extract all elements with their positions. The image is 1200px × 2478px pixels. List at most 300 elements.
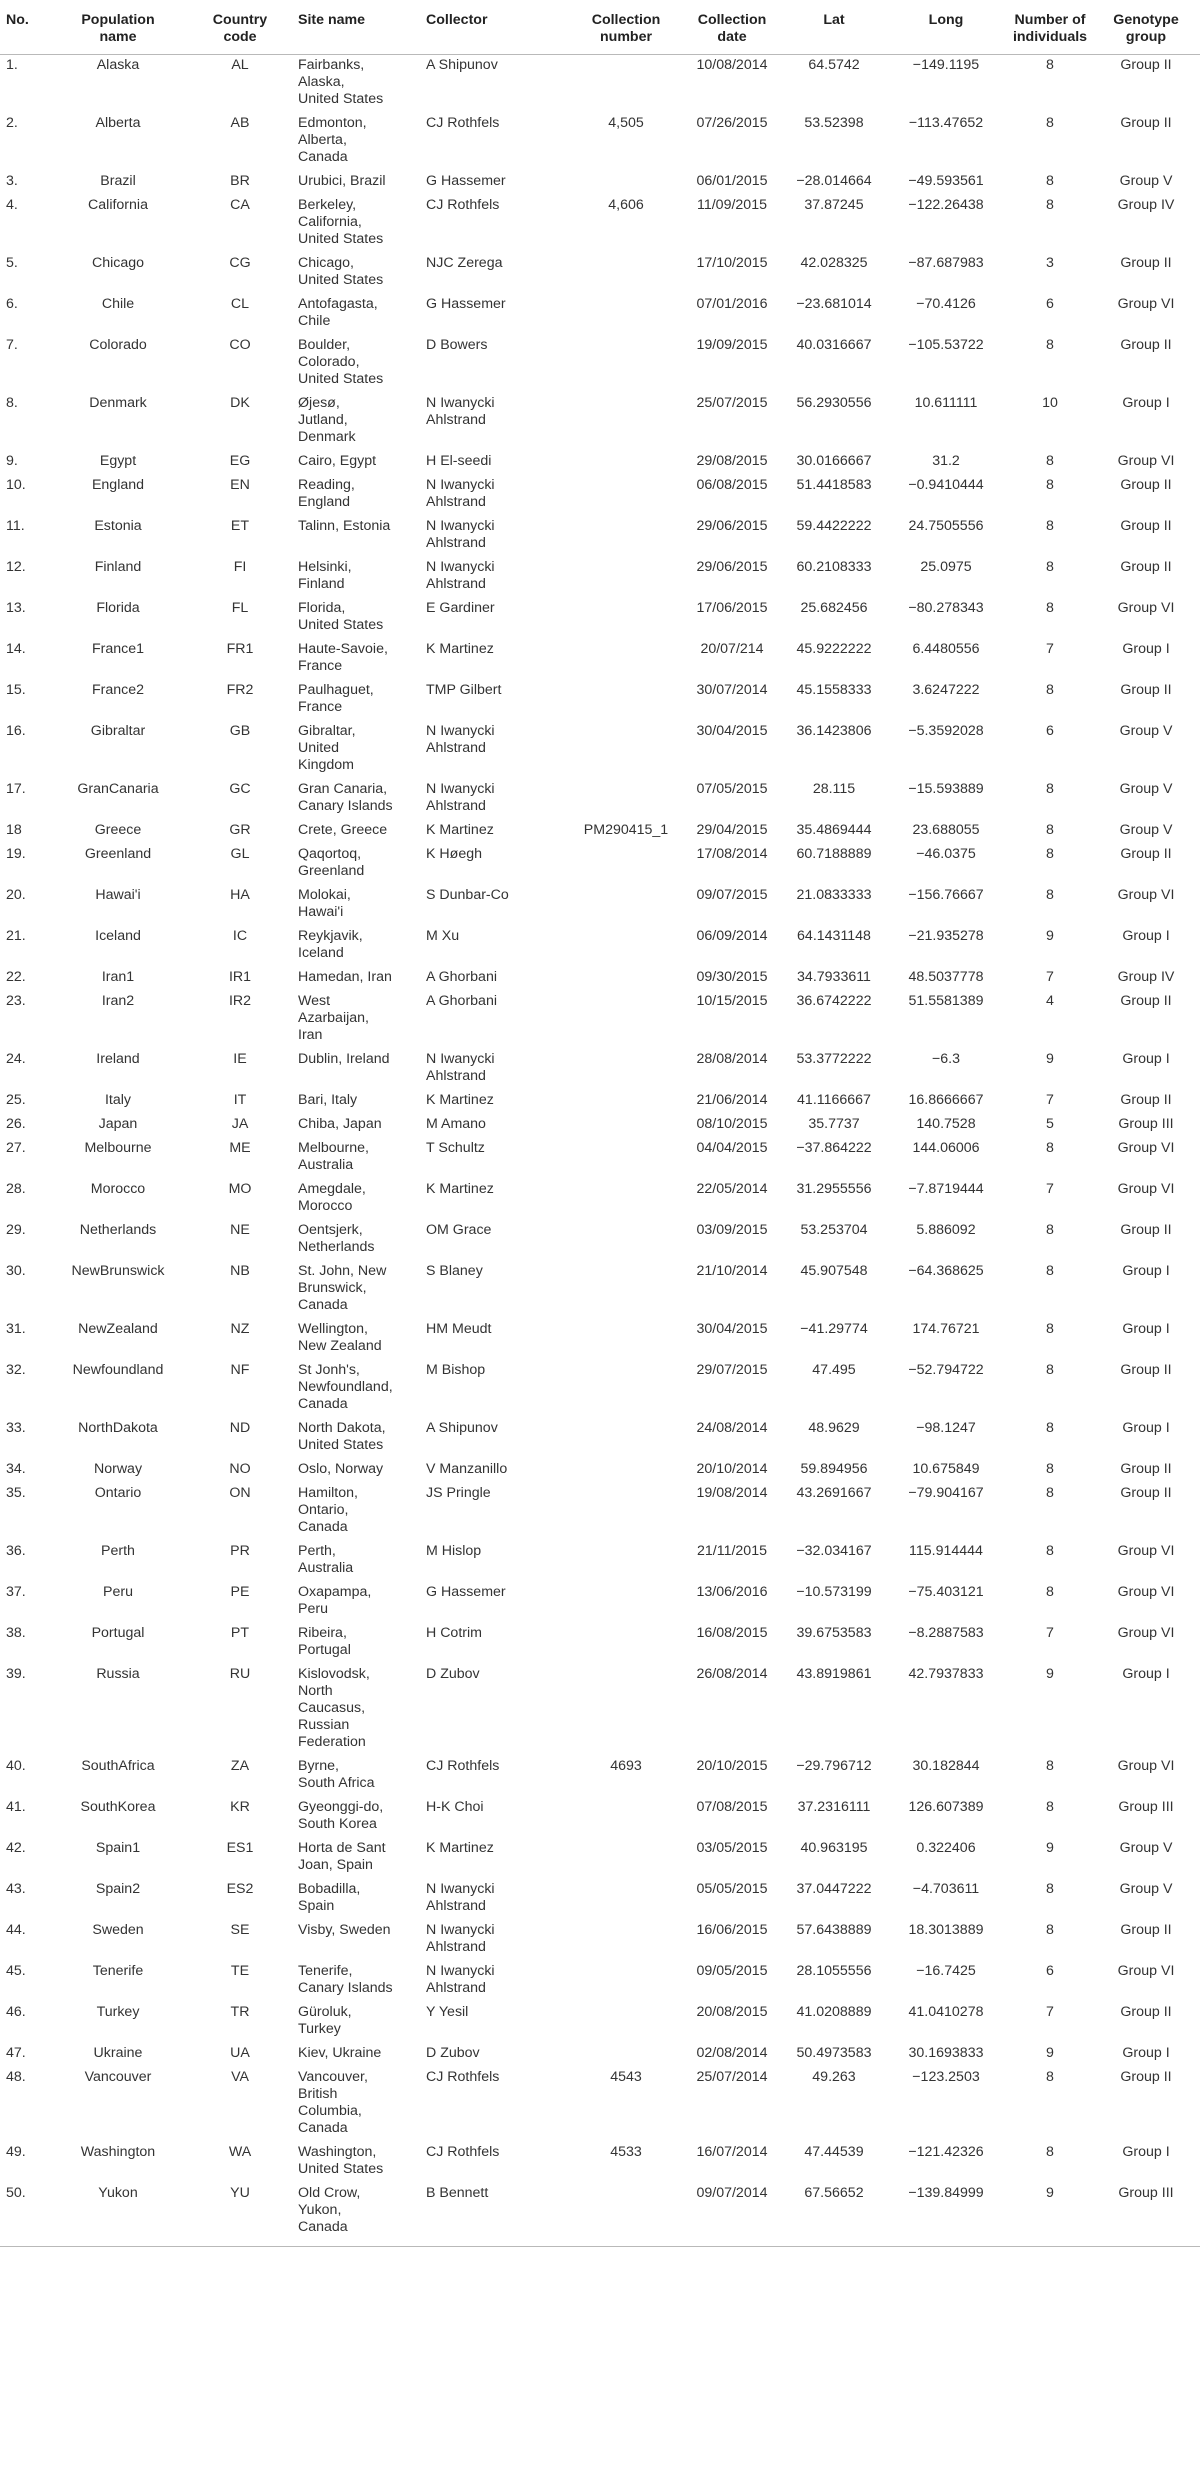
cell-collector: N Iwanycki Ahlstrand [426, 477, 495, 510]
cell-number-of-individuals: 8 [1046, 1584, 1054, 1600]
cell-collector: M Bishop [426, 1362, 486, 1378]
cell-country-code: RU [229, 1666, 251, 1682]
table-row [0, 1114, 1200, 1138]
cell-long: −156.76667 [908, 887, 984, 903]
table-row [0, 1261, 1200, 1319]
cell-collection-date: 10/08/2014 [696, 57, 768, 73]
cell-collection-date: 17/06/2015 [696, 600, 768, 616]
cell-lat: 39.6753583 [796, 1625, 872, 1641]
table-row [0, 1582, 1200, 1623]
cell-population-name: Iceland [95, 928, 141, 944]
cell-long: −21.935278 [908, 928, 984, 944]
cell-no: 14. [6, 641, 26, 657]
cell-genotype-group: Group VI [1117, 1625, 1175, 1641]
cell-lat: −37.864222 [796, 1140, 872, 1156]
cell-collector: S Dunbar-Co [426, 887, 509, 903]
cell-number-of-individuals: 7 [1046, 1625, 1054, 1641]
header-country-code: Country code [184, 8, 296, 55]
cell-long: 30.1693833 [908, 2045, 984, 2061]
cell-collector: M Xu [426, 928, 460, 944]
cell-genotype-group: Group I [1122, 1321, 1170, 1337]
cell-collector: CJ Rothfels [426, 115, 500, 131]
cell-site-name: Oentsjerk, Netherlands [298, 1222, 375, 1255]
cell-site-name: Tenerife, Canary Islands [298, 1963, 393, 1996]
table-row [0, 680, 1200, 721]
cell-long: −70.4126 [916, 296, 976, 312]
cell-collection-number [572, 2002, 680, 2043]
cell-population-name: Portugal [91, 1625, 145, 1641]
cell-collector: A Shipunov [426, 57, 498, 73]
cell-country-code: SE [230, 1922, 250, 1938]
table-row [0, 557, 1200, 598]
cell-collection-date: 16/08/2015 [696, 1625, 768, 1641]
cell-collection-date: 11/09/2015 [697, 197, 767, 213]
cell-genotype-group: Group I [1122, 1666, 1170, 1682]
cell-lat: 36.1423806 [796, 723, 872, 739]
cell-collection-number [572, 1664, 680, 1756]
cell-number-of-individuals: 8 [1046, 600, 1054, 616]
cell-no: 2. [6, 115, 18, 131]
cell-country-code: NZ [230, 1321, 250, 1337]
cell-no: 6. [6, 296, 18, 312]
cell-country-code: IT [233, 1092, 247, 1108]
cell-number-of-individuals: 9 [1046, 1666, 1054, 1682]
cell-collection-date: 06/01/2015 [696, 173, 768, 189]
cell-site-name: Melbourne, Australia [298, 1140, 369, 1173]
cell-collection-number: 4533 [610, 2144, 642, 2160]
cell-collection-date: 16/07/2014 [696, 2144, 768, 2160]
cell-country-code: VA [231, 2069, 249, 2085]
cell-collection-number [572, 721, 680, 779]
cell-country-code: ND [229, 1420, 251, 1436]
cell-collection-date: 04/04/2015 [696, 1140, 768, 1156]
cell-lat: 28.115 [812, 781, 856, 797]
cell-site-name: Perth, Australia [298, 1543, 354, 1576]
cell-no: 20. [6, 887, 26, 903]
cell-country-code: TR [230, 2004, 250, 2020]
cell-country-code: WA [228, 2144, 252, 2160]
cell-collector: S Blaney [426, 1263, 483, 1279]
cell-collector: NJC Zerega [426, 255, 503, 271]
cell-number-of-individuals: 8 [1046, 559, 1054, 575]
cell-long: 5.886092 [916, 1222, 976, 1238]
cell-lat: 50.4973583 [796, 2045, 872, 2061]
cell-collection-date: 21/11/2015 [697, 1543, 767, 1559]
cell-collection-number [572, 1090, 680, 1114]
cell-number-of-individuals: 9 [1046, 1051, 1054, 1067]
cell-collector: B Bennett [424, 2183, 572, 2247]
cell-site-name: Reading, England [298, 477, 355, 510]
cell-collector: Y Yesil [426, 2004, 469, 2020]
cell-number-of-individuals: 8 [1046, 337, 1054, 353]
header-collection-date: Collection date [680, 8, 784, 55]
cell-number-of-individuals: 8 [1046, 1922, 1054, 1938]
cell-population-name: Greece [94, 822, 142, 838]
cell-genotype-group: Group II [1120, 1461, 1172, 1477]
cell-collection-number [572, 1220, 680, 1261]
cell-genotype-group: Group II [1120, 1222, 1172, 1238]
cell-country-code: CO [229, 337, 251, 353]
cell-number-of-individuals: 8 [1046, 173, 1054, 189]
cell-collector: V Manzanillo [426, 1461, 508, 1477]
cell-lat: 47.495 [812, 1362, 856, 1378]
cell-lat: 48.9629 [808, 1420, 860, 1436]
cell-lat: 67.56652 [784, 2183, 884, 2247]
cell-genotype-group: Group II [1120, 2004, 1172, 2020]
cell-genotype-group: Group I [1122, 641, 1170, 657]
cell-population-name: Brazil [100, 173, 136, 189]
cell-collection-date: 16/06/2015 [696, 1922, 768, 1938]
cell-collection-date: 22/05/2014 [696, 1181, 768, 1197]
cell-population-name: Iran1 [101, 969, 135, 985]
cell-number-of-individuals: 8 [1046, 1321, 1054, 1337]
cell-genotype-group: Group IV [1117, 197, 1175, 213]
cell-collector: A Ghorbani [426, 969, 497, 985]
cell-no: 3. [6, 173, 18, 189]
cell-collection-date: 13/06/2016 [696, 1584, 768, 1600]
cell-collector: N Iwanycki Ahlstrand [426, 559, 495, 592]
cell-lat: 45.9222222 [796, 641, 872, 657]
cell-long: −75.403121 [908, 1584, 984, 1600]
cell-site-name: Florida, United States [298, 600, 384, 633]
cell-lat: 60.7188889 [796, 846, 872, 862]
cell-collection-date: 06/08/2015 [696, 477, 768, 493]
cell-site-name: Edmonton, Alberta, Canada [298, 115, 367, 165]
cell-no: 45. [6, 1963, 26, 1979]
cell-collection-date: 19/09/2015 [696, 337, 768, 353]
header-no: No. [0, 8, 52, 55]
cell-collection-number [572, 1179, 680, 1220]
cell-genotype-group: Group VI [1117, 1140, 1175, 1156]
cell-country-code: IR2 [228, 993, 252, 1009]
cell-collection-number [572, 926, 680, 967]
cell-genotype-group: Group II [1120, 559, 1172, 575]
cell-country-code: IC [232, 928, 248, 944]
cell-population-name: Ontario [94, 1485, 142, 1501]
cell-country-code: AB [230, 115, 250, 131]
cell-number-of-individuals: 8 [1046, 2144, 1054, 2160]
cell-long: 16.8666667 [908, 1092, 984, 1108]
cell-collection-number [572, 967, 680, 991]
table-row [0, 1418, 1200, 1459]
cell-population-name: Russia [96, 1666, 140, 1682]
cell-site-name: Urubici, Brazil [298, 173, 386, 189]
cell-no: 17. [6, 781, 26, 797]
cell-number-of-individuals: 8 [1046, 1140, 1054, 1156]
cell-collection-date: 09/07/2014 [680, 2183, 784, 2247]
cell-no: 12. [6, 559, 26, 575]
cell-country-code: DK [230, 395, 250, 411]
cell-lat: 64.5742 [808, 57, 860, 73]
cell-country-code: TE [230, 1963, 250, 1979]
table-row [0, 1220, 1200, 1261]
cell-long: 126.607389 [908, 1799, 984, 1815]
cell-long: −8.2887583 [908, 1625, 984, 1641]
cell-lat: 25.682456 [800, 600, 868, 616]
cell-genotype-group: Group III [1118, 1116, 1174, 1132]
cell-site-name: Wellington, New Zealand [298, 1321, 382, 1354]
cell-long: 140.7528 [916, 1116, 976, 1132]
cell-genotype-group: Group I [1122, 928, 1170, 944]
cell-collection-number: 4,606 [608, 197, 644, 213]
cell-genotype-group: Group VI [1117, 1963, 1175, 1979]
cell-site-name: Chicago, United States [298, 255, 384, 288]
cell-collection-date: 17/08/2014 [696, 846, 768, 862]
cell-population-name: Melbourne [84, 1140, 152, 1156]
cell-long: 42.7937833 [908, 1666, 984, 1682]
cell-collector: M Hislop [426, 1543, 482, 1559]
cell-long: −87.687983 [908, 255, 984, 271]
cell-site-name: Hamilton, Ontario, Canada [298, 1485, 358, 1535]
cell-lat: 30.0166667 [796, 453, 872, 469]
cell-country-code: ON [229, 1485, 251, 1501]
cell-number-of-individuals: 8 [1046, 115, 1054, 131]
cell-collection-date: 29/06/2015 [696, 518, 768, 534]
cell-site-name: Reykjavik, Iceland [298, 928, 363, 961]
cell-population-name: England [91, 477, 145, 493]
table-row [0, 1179, 1200, 1220]
cell-collector: N Iwanycki Ahlstrand [426, 1051, 495, 1084]
cell-long: 3.6247222 [912, 682, 980, 698]
cell-population-name: Ukraine [93, 2045, 143, 2061]
table-row [0, 2043, 1200, 2067]
cell-country-code: FR1 [226, 641, 254, 657]
cell-long: −98.1247 [916, 1420, 976, 1436]
cell-collection-number [572, 991, 680, 1049]
cell-collection-number: PM290415_1 [583, 822, 669, 838]
cell-population-name: Turkey [96, 2004, 140, 2020]
header-collector: Collector [424, 8, 572, 55]
cell-collector: T Schultz [426, 1140, 485, 1156]
cell-site-name: Gibraltar, United Kingdom [298, 723, 356, 773]
cell-population-name: Vancouver [84, 2069, 152, 2085]
cell-collector: K Martinez [426, 641, 494, 657]
cell-population-name: Netherlands [79, 1222, 157, 1238]
cell-long: −121.42326 [908, 2144, 984, 2160]
cell-no: 30. [6, 1263, 26, 1279]
table-row [0, 195, 1200, 253]
cell-collector: D Zubov [426, 1666, 480, 1682]
table-row [0, 885, 1200, 926]
cell-no: 19. [6, 846, 26, 862]
cell-collection-number [572, 1418, 680, 1459]
table-row [0, 1459, 1200, 1483]
cell-country-code: FI [233, 559, 247, 575]
cell-site-name: Crete, Greece [298, 822, 388, 838]
table-row [0, 779, 1200, 820]
cell-collector: E Gardiner [426, 600, 495, 616]
cell-population-name: Greenland [84, 846, 152, 862]
cell-collection-date: 07/05/2015 [696, 781, 768, 797]
cell-collection-date: 05/05/2015 [696, 1881, 768, 1897]
cell-no: 9. [6, 453, 18, 469]
cell-lat: 35.4869444 [796, 822, 872, 838]
table-row [0, 55, 1200, 114]
cell-site-name: Dublin, Ireland [298, 1051, 390, 1067]
table-row [0, 1360, 1200, 1418]
cell-site-name: Gran Canaria, Canary Islands [298, 781, 393, 814]
cell-country-code: JA [231, 1116, 249, 1132]
cell-no: 50. [0, 2183, 52, 2247]
cell-site-name: Güroluk, Turkey [298, 2004, 352, 2037]
table-row [0, 451, 1200, 475]
cell-collection-number: 4693 [610, 1758, 642, 1774]
cell-lat: 56.2930556 [796, 395, 872, 411]
table-row [0, 2067, 1200, 2142]
cell-country-code: NB [230, 1263, 250, 1279]
header-site-name: Site name [296, 8, 424, 55]
cell-long: −49.593561 [908, 173, 984, 189]
cell-collector: G Hassemer [426, 1584, 506, 1600]
cell-genotype-group: Group IV [1117, 969, 1175, 985]
table-row [0, 967, 1200, 991]
cell-no: 48. [6, 2069, 26, 2085]
cell-collector: N Iwanycki Ahlstrand [426, 1922, 495, 1955]
cell-site-name: Oslo, Norway [298, 1461, 384, 1477]
cell-long: −123.2503 [912, 2069, 980, 2085]
cell-collection-number [572, 1319, 680, 1360]
cell-genotype-group: Group II [1120, 2069, 1172, 2085]
cell-genotype-group: Group II [1120, 1922, 1172, 1938]
cell-collection-number [572, 1360, 680, 1418]
cell-number-of-individuals: 8 [1046, 781, 1054, 797]
cell-long: 23.688055 [912, 822, 980, 838]
cell-country-code: GC [229, 781, 251, 797]
table-row [0, 1049, 1200, 1090]
cell-long: −64.368625 [908, 1263, 984, 1279]
cell-collector: JS Pringle [426, 1485, 491, 1501]
cell-site-name: Bari, Italy [298, 1092, 358, 1108]
cell-collection-date: 09/30/2015 [696, 969, 768, 985]
cell-collection-date: 25/07/2014 [696, 2069, 768, 2085]
cell-population-name: SouthKorea [80, 1799, 156, 1815]
cell-collector: N Iwanycki Ahlstrand [426, 1963, 495, 1996]
cell-population-name: Colorado [89, 337, 147, 353]
cell-country-code: ZA [230, 1758, 250, 1774]
cell-no: 22. [6, 969, 26, 985]
cell-population-name: Chile [101, 296, 135, 312]
table-row [0, 721, 1200, 779]
cell-site-name: Paulhaguet, France [298, 682, 374, 715]
cell-genotype-group: Group V [1119, 781, 1173, 797]
cell-no: 13. [6, 600, 26, 616]
cell-no: 42. [6, 1840, 26, 1856]
cell-country-code: GL [230, 846, 250, 862]
cell-collection-number [572, 1138, 680, 1179]
cell-site-name: North Dakota, United States [298, 1420, 386, 1453]
cell-country-code: FL [231, 600, 249, 616]
cell-population-name: NewZealand [78, 1321, 158, 1337]
cell-genotype-group: Group II [1120, 518, 1172, 534]
cell-site-name: Berkeley, California, United States [298, 197, 384, 247]
table-row [0, 926, 1200, 967]
table-row [0, 2142, 1200, 2183]
cell-country-code: CL [230, 296, 250, 312]
cell-collector: CJ Rothfels [426, 197, 500, 213]
cell-number-of-individuals: 8 [1046, 887, 1054, 903]
cell-collection-date: 20/08/2015 [696, 2004, 768, 2020]
table-row [0, 1090, 1200, 1114]
cell-population-name: NewBrunswick [71, 1263, 165, 1279]
cell-long: 25.0975 [920, 559, 972, 575]
cell-collection-date: 29/04/2015 [696, 822, 768, 838]
cell-number-of-individuals: 6 [1046, 723, 1054, 739]
cell-site-name: Kislovodsk, North Caucasus, Russian Federation [298, 1666, 370, 1750]
cell-collector: CJ Rothfels [426, 2144, 500, 2160]
cell-collection-number [572, 885, 680, 926]
cell-no: 36. [6, 1543, 26, 1559]
cell-number-of-individuals: 10 [1042, 395, 1058, 411]
cell-collector: K Martinez [426, 1840, 494, 1856]
cell-country-code: PE [230, 1584, 250, 1600]
cell-long: 30.182844 [912, 1758, 980, 1774]
cell-lat: 37.87245 [804, 197, 864, 213]
cell-lat: −32.034167 [796, 1543, 872, 1559]
cell-collection-number [572, 475, 680, 516]
cell-lat: −29.796712 [796, 1758, 872, 1774]
cell-no: 26. [6, 1116, 26, 1132]
cell-country-code: UA [230, 2045, 250, 2061]
cell-lat: 59.894956 [800, 1461, 868, 1477]
cell-number-of-individuals: 8 [1046, 1420, 1054, 1436]
cell-collector: A Ghorbani [426, 993, 497, 1009]
cell-genotype-group: Group II [1120, 682, 1172, 698]
cell-population-name: France2 [91, 682, 145, 698]
cell-collection-number [572, 1049, 680, 1090]
cell-collector: N Iwanycki Ahlstrand [426, 781, 495, 814]
cell-number-of-individuals: 9 [1046, 2045, 1054, 2061]
table-row [0, 1664, 1200, 1756]
cell-no: 39. [6, 1666, 26, 1682]
cell-genotype-group: Group II [1120, 1485, 1172, 1501]
cell-lat: 34.7933611 [797, 969, 871, 985]
cell-lat: 41.0208889 [796, 2004, 872, 2020]
cell-number-of-individuals: 8 [1046, 1543, 1054, 1559]
cell-genotype-group: Group VI [1117, 1543, 1175, 1559]
cell-genotype-group: Group I [1122, 1420, 1170, 1436]
cell-collection-date: 17/10/2015 [696, 255, 768, 271]
cell-country-code: NE [230, 1222, 250, 1238]
cell-site-name: Fairbanks, Alaska, United States [298, 57, 384, 107]
cell-lat: 43.2691667 [796, 1485, 872, 1501]
cell-genotype-group: Group III [1092, 2183, 1200, 2247]
cell-number-of-individuals: 7 [1046, 1092, 1054, 1108]
cell-country-code: ES2 [226, 1881, 254, 1897]
cell-collection-date: 25/07/2015 [696, 395, 768, 411]
cell-collector: A Shipunov [426, 1420, 498, 1436]
cell-no: 28. [6, 1181, 26, 1197]
cell-long: −105.53722 [908, 337, 984, 353]
cell-site-name: Byrne, South Africa [298, 1758, 375, 1791]
cell-lat: 37.0447222 [796, 1881, 872, 1897]
cell-long: −52.794722 [908, 1362, 984, 1378]
cell-site-name: Cairo, Egypt [298, 453, 377, 469]
cell-collection-date: 07/01/2016 [696, 296, 768, 312]
cell-lat: 47.44539 [804, 2144, 864, 2160]
cell-long: −4.703611 [912, 1881, 980, 1897]
cell-site-name: Helsinki, Finland [298, 559, 352, 592]
table-row [0, 1541, 1200, 1582]
cell-number-of-individuals: 8 [1046, 1263, 1054, 1279]
cell-number-of-individuals: 7 [1046, 2004, 1054, 2020]
cell-long: −6.3 [931, 1051, 960, 1067]
cell-country-code: NO [229, 1461, 251, 1477]
cell-long: −7.8719444 [908, 1181, 984, 1197]
cell-collector: H-K Choi [426, 1799, 484, 1815]
cell-no: 23. [6, 993, 26, 1009]
cell-country-code: IE [233, 1051, 247, 1067]
cell-long: 48.5037778 [908, 969, 984, 985]
